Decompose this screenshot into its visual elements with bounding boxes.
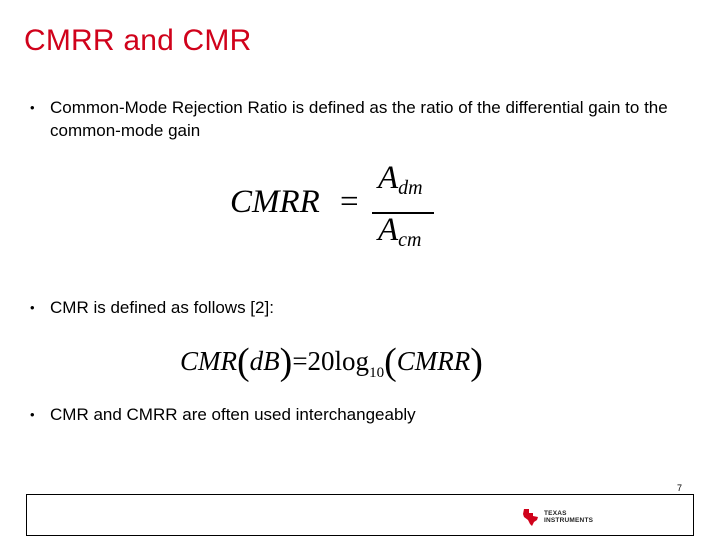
cmr-equation: $CMR(dB)=20\log_{10}(CMRR)$ xyxy=(180,341,483,383)
equals-sign: = xyxy=(340,184,359,220)
texas-instruments-logo xyxy=(522,506,622,528)
texas-state-icon xyxy=(522,507,540,527)
bullet-cmr-definition xyxy=(30,296,700,319)
equation-lhs-arg: dB xyxy=(249,346,280,376)
cmrr-equation xyxy=(230,160,450,260)
log-base: 10 xyxy=(369,365,385,381)
equation-lhs: CMRR xyxy=(230,184,320,220)
bullet-marker: • xyxy=(30,100,35,115)
equation-coefficient: 20 xyxy=(307,346,335,376)
bullet-marker: • xyxy=(30,300,35,315)
bullet-interchangeable xyxy=(30,403,700,426)
bullet-cmrr-definition xyxy=(30,96,700,142)
slide-title: CMRR and CMR xyxy=(24,24,252,57)
equation-arg: CMRR xyxy=(396,346,471,376)
bullet-text: CMR is defined as follows [2]: xyxy=(50,298,274,317)
bullet-marker: • xyxy=(30,407,35,422)
page-number: 7 xyxy=(676,483,682,493)
logo-wordmark: TEXAS INSTRUMENTS xyxy=(544,510,594,524)
fraction-numerator: $A_{dm}$ xyxy=(378,160,423,199)
bullet-text: CMR and CMRR are often used interchangeably xyxy=(50,405,416,424)
equation-function: log xyxy=(334,346,370,376)
equation-lhs: CMR xyxy=(180,346,237,376)
fraction-denominator: $A_{cm}$ xyxy=(378,212,422,251)
bullet-text: Common-Mode Rejection Ratio is defined as the ratio of the differential gain to the common-mode gain xyxy=(50,98,668,140)
equals-sign: = xyxy=(292,346,308,376)
